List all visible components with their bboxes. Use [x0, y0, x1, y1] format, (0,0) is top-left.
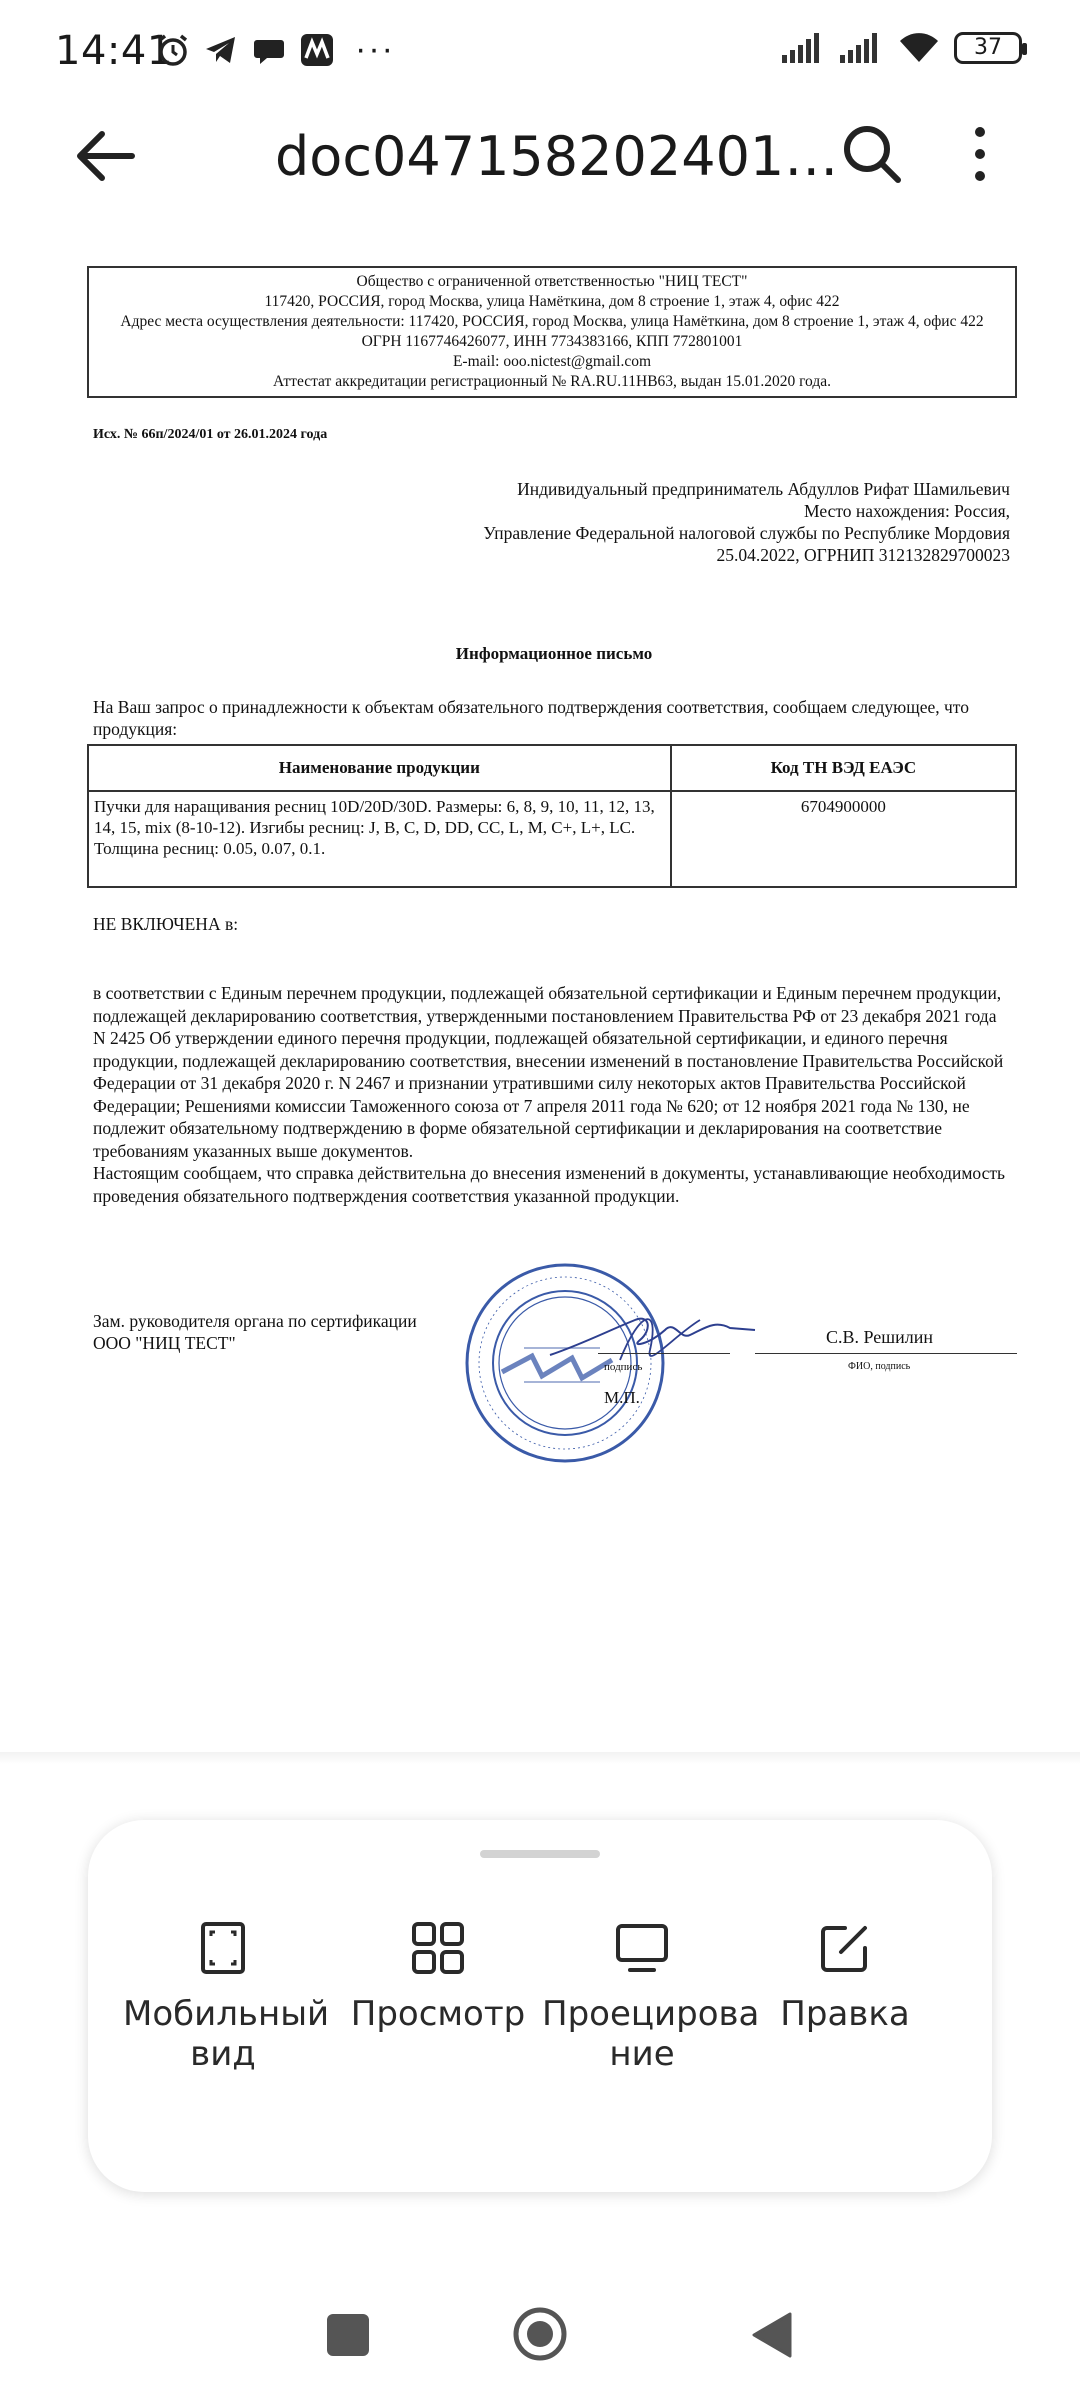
edit-label	[745, 1994, 945, 2034]
table-header-row	[88, 745, 1016, 791]
table-row	[88, 791, 1016, 887]
home-icon[interactable]	[512, 2306, 568, 2362]
signatory-line: Зам. руководителя органа по сертификации	[93, 1311, 417, 1331]
edit-icon	[817, 1920, 873, 1976]
signal-icon-2	[840, 33, 884, 63]
signatory-position	[93, 1310, 417, 1354]
handwritten-signature-icon	[540, 1300, 760, 1380]
system-nav-bar	[0, 2290, 1080, 2400]
projection-button[interactable]	[542, 1920, 760, 2074]
letter-body	[93, 982, 1013, 1207]
mobile-view-button[interactable]	[123, 1920, 330, 2074]
name-line	[755, 1353, 1017, 1354]
seal-place-label: М.П.	[604, 1388, 640, 1407]
bottom-sheet	[88, 1820, 992, 2192]
letterhead-line: Аттестат аккредитации регистрационный № RA.RU.11HB63, выдан 15.01.2020 года.	[272, 373, 831, 390]
column-header-code: Код ТН ВЭД ЕАЭС	[671, 745, 1016, 791]
letterhead-line: 117420, РОССИЯ, город Москва, улица Намёткина, дом 8 строение 1, этаж 4, офис 422	[264, 293, 840, 310]
grid-icon	[410, 1920, 466, 1976]
app-bar	[0, 100, 1080, 210]
column-header-product: Наименование продукции	[88, 745, 671, 791]
chat-icon	[251, 32, 287, 68]
not-included-label: НЕ ВКЛЮЧЕНА в:	[93, 914, 239, 934]
signature-line	[598, 1353, 730, 1354]
outgoing-number: Исх. № 66п/2024/01 от 26.01.2024 года	[93, 427, 328, 442]
edit-button[interactable]	[745, 1920, 945, 2034]
recents-icon[interactable]	[327, 2314, 369, 2356]
product-code-cell: 6704900000	[671, 791, 1016, 887]
telegram-icon	[203, 32, 239, 68]
product-name-cell: Пучки для наращивания ресниц 10D/20D/30D. Размеры: 6, 8, 9, 10, 11, 12, 13, 14, 15, mix (8-10-12). Изгибы ресниц: J, B, C, D, DD, CC, L, M, C+, L+, LC. Толщина ресниц: 0.05, 0.07, 0.1.	[88, 791, 671, 887]
wifi-icon	[898, 32, 940, 64]
body-paragraph: в соответствии с Единым перечнем продукции, подлежащей обязательной сертификации и Единым перечнем продукции, подлежащей декларированию соответствия, утвержденными постановлением Правительства РФ от 23 декабря 2021 года N 2425 Об утверждении единого перечня продукции, подлежащей обязательной сертификации, и единого перечня продукции, подлежащей декларированию соответствия, внесении изменений в постановление Правительства Российской Федерации от 31 декабря 2020 г. N 2467 и признании утратившими силу некоторых актов Правительства Российской Федерации; Решениями комиссии Таможенного союза от 7 апреля 2011 года № 620; от 12 ноября 2021 года № 130, не подлежит обязательному подтверждению в форме обязательной сертификации и декларирования на соответствие требованиям указанных выше документов.	[93, 983, 1004, 1161]
alarm-icon	[155, 32, 191, 68]
addressee-line: Управление Федеральной налоговой службы по Республике Мордовия	[483, 523, 1010, 543]
preview-label	[338, 1994, 538, 2034]
label-line: вид	[190, 2034, 256, 2074]
letterhead-line: Адрес места осуществления деятельности: 117420, РОССИЯ, город Москва, улица Намёткина, дом 8 строение 1, этаж 4, офис 422	[120, 313, 984, 330]
intro-text: На Ваш запрос о принадлежности к объектам обязательного подтверждения соответствия, сообщаем следующее, что продукция:	[93, 697, 969, 739]
notification-icons	[155, 30, 395, 69]
addressee	[483, 478, 1010, 566]
label-line: ние	[609, 2034, 675, 2074]
product-table	[87, 744, 1017, 888]
battery-icon: 37	[954, 32, 1022, 64]
preview-button[interactable]	[338, 1920, 538, 2034]
body-paragraph: Настоящим сообщаем, что справка действительна до внесения изменений в документы, устанавливающие необходимость проведения обязательного подтверждения соответствия указанной продукции.	[93, 1163, 1006, 1206]
signatory-line: ООО "НИЦ ТЕСТ"	[93, 1333, 236, 1353]
label-line: Проецирова	[542, 1994, 760, 2034]
letterhead-line: ОГРН 1167746426077, ИНН 7734383166, КПП 772801001	[361, 333, 743, 350]
projection-label	[542, 1994, 760, 2074]
signal-icon	[782, 33, 826, 63]
sheet-drag-handle[interactable]	[480, 1850, 600, 1858]
signer-name: С.В. Решилин	[826, 1327, 934, 1347]
label-line: Мобильный	[123, 1994, 330, 2034]
label-line: Правка	[780, 1994, 910, 2034]
status-bar	[0, 0, 1080, 100]
nav-back-icon[interactable]	[750, 2310, 794, 2360]
sheet-backdrop-edge	[0, 1752, 1080, 1764]
back-arrow-icon[interactable]	[72, 128, 136, 184]
document-title: doc047158202401…	[275, 125, 839, 188]
letterhead-line: Общество с ограниченной ответственностью "НИЦ ТЕСТ"	[356, 273, 748, 290]
label-line: Просмотр	[350, 1994, 526, 2034]
addressee-line: Индивидуальный предприниматель Абдуллов Рифат Шамильевич	[517, 479, 1010, 499]
app-logo-icon	[299, 32, 335, 68]
fullscreen-frame-icon	[195, 1920, 251, 1976]
status-time: 14:41	[55, 28, 173, 74]
more-options-icon[interactable]	[965, 122, 995, 186]
search-icon[interactable]	[840, 122, 904, 186]
letter-title: Информационное письмо	[455, 644, 653, 663]
addressee-line: 25.04.2022, ОГРНИП 312132829700023	[716, 545, 1010, 565]
system-icons	[782, 32, 1022, 64]
fio-caption: ФИО, подпись	[848, 1361, 911, 1372]
letterhead-line: E-mail: ooo.nictest@gmail.com	[452, 353, 652, 370]
addressee-line: Место нахождения: Россия,	[804, 501, 1010, 521]
more-notifications-icon: ···	[355, 30, 395, 68]
mobile-view-label	[123, 1994, 330, 2074]
letterhead	[87, 266, 1017, 398]
monitor-icon	[614, 1920, 670, 1976]
signature-caption: подпись	[604, 1361, 643, 1373]
